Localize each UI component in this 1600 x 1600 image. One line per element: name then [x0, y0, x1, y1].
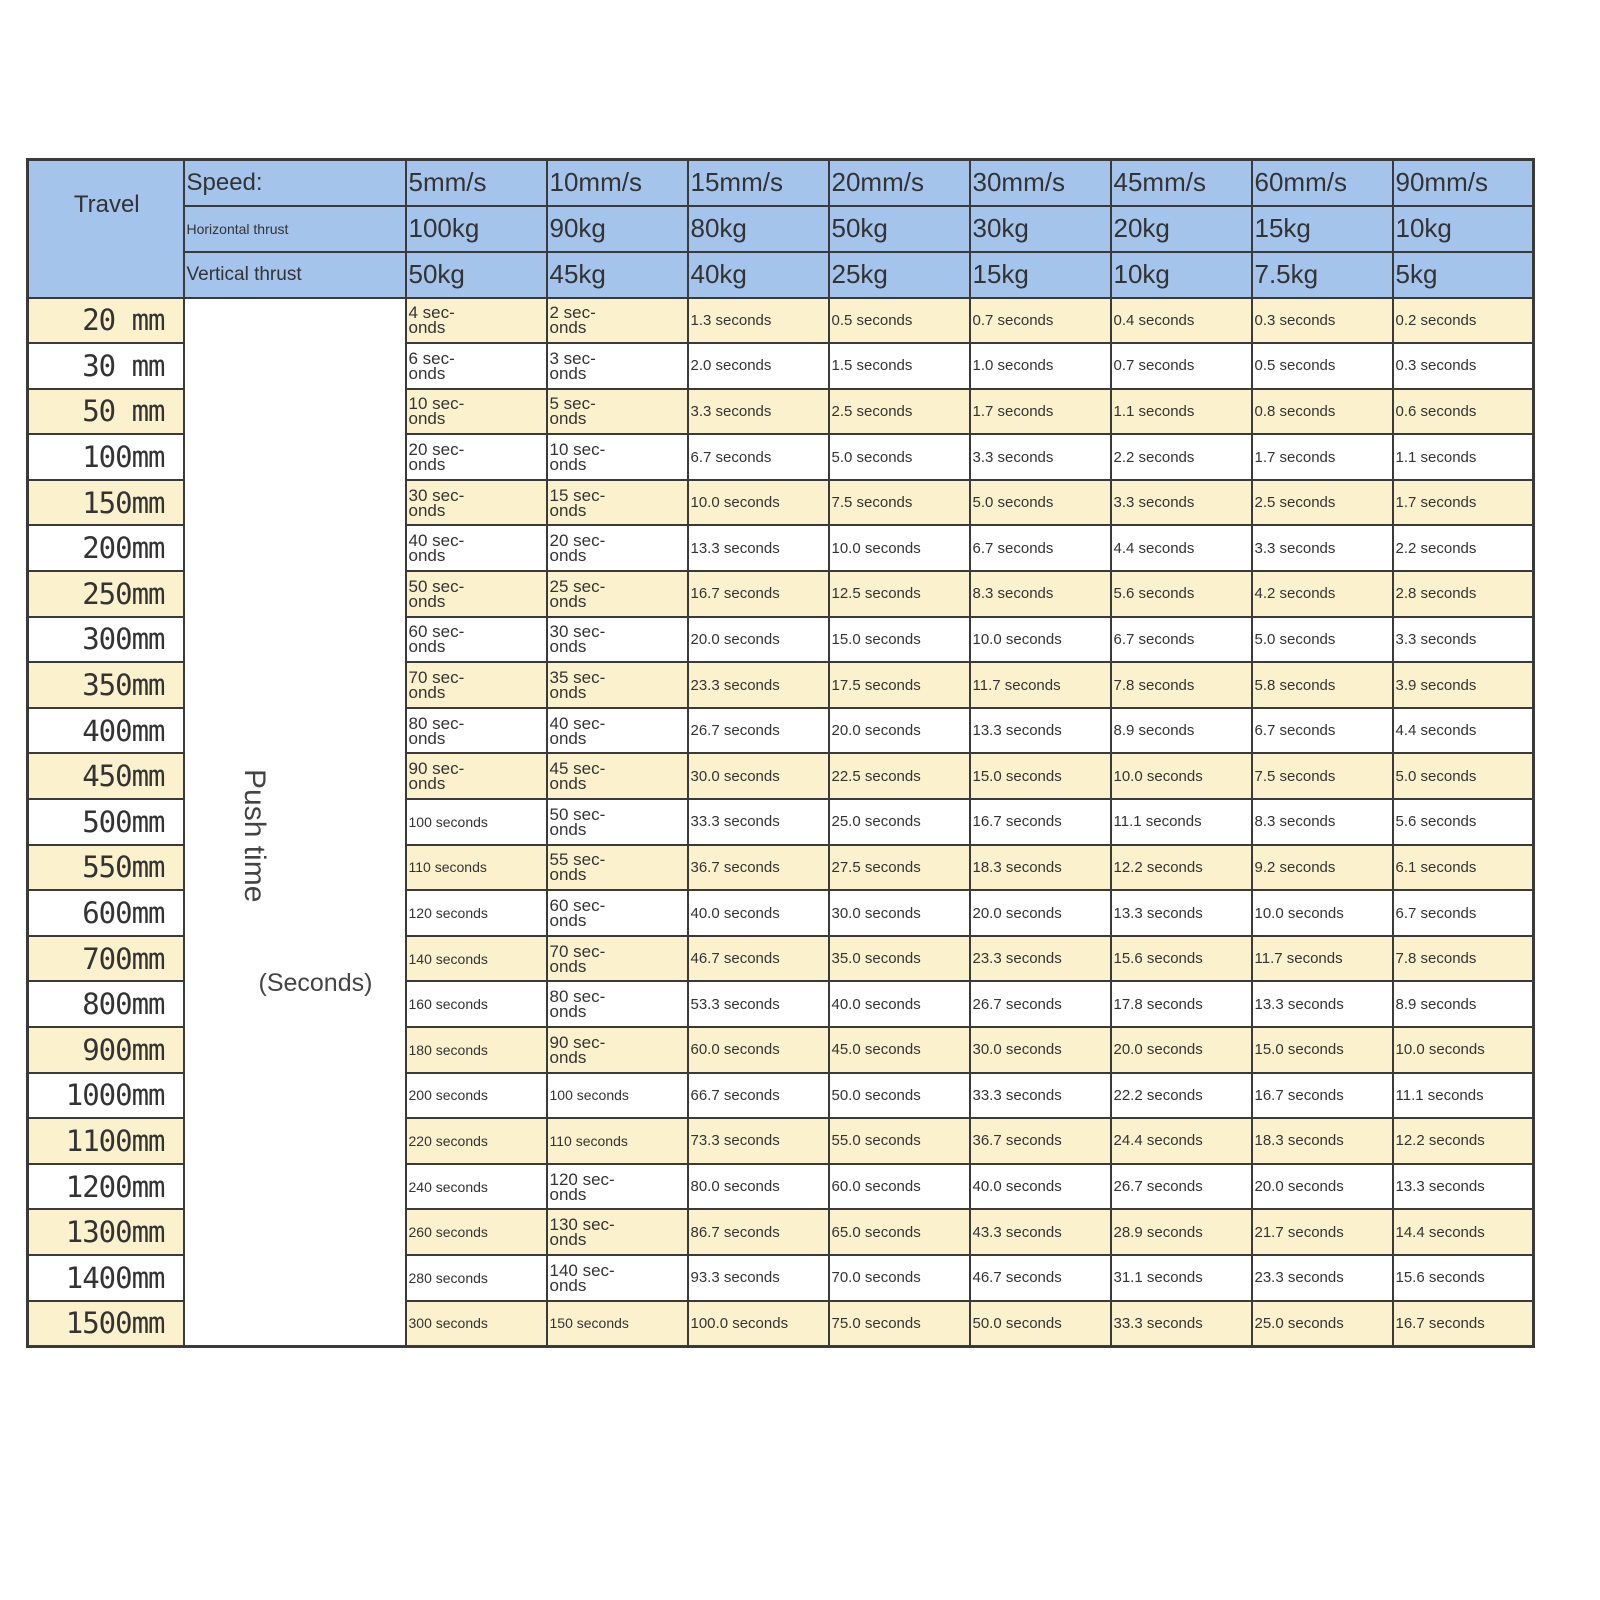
- push-time-value: 20.0 seconds: [970, 890, 1111, 936]
- push-time-value: 1.5 seconds: [829, 343, 970, 389]
- horizontal-thrust-row: [28, 206, 1534, 252]
- push-time-value: 5.8 seconds: [1252, 662, 1393, 708]
- travel-value: 300mm: [28, 617, 184, 663]
- push-time-value: 36.7 seconds: [970, 1118, 1111, 1164]
- travel-value: 800mm: [28, 981, 184, 1027]
- horizontal-thrust-value: 15kg: [1252, 206, 1393, 252]
- push-time-value: 5 sec- onds: [547, 389, 688, 435]
- push-time-value: 100 seconds: [547, 1073, 688, 1119]
- push-time-value: 5.6 seconds: [1111, 571, 1252, 617]
- push-time-value: 2.5 seconds: [829, 389, 970, 435]
- push-time-value: 60 sec- onds: [406, 617, 547, 663]
- push-time-value: 65.0 seconds: [829, 1209, 970, 1255]
- push-time-value: 1.7 seconds: [970, 389, 1111, 435]
- push-time-value: 3.3 seconds: [1393, 617, 1534, 663]
- push-time-value: 50 sec- onds: [406, 571, 547, 617]
- push-time-value: 1.7 seconds: [1252, 434, 1393, 480]
- speed-value: 5mm/s: [406, 160, 547, 206]
- push-time-value: 3.3 seconds: [970, 434, 1111, 480]
- horizontal-thrust-value: 50kg: [829, 206, 970, 252]
- horizontal-thrust-value: 20kg: [1111, 206, 1252, 252]
- push-time-value: 0.8 seconds: [1252, 389, 1393, 435]
- push-time-value: 2.0 seconds: [688, 343, 829, 389]
- push-time-value: 10 sec- onds: [406, 389, 547, 435]
- push-time-value: 23.3 seconds: [970, 936, 1111, 982]
- push-time-value: 110 seconds: [406, 845, 547, 891]
- horizontal-thrust-value: 30kg: [970, 206, 1111, 252]
- push-time-value: 28.9 seconds: [1111, 1209, 1252, 1255]
- push-time-value: 30.0 seconds: [829, 890, 970, 936]
- push-time-value: 140 seconds: [406, 936, 547, 982]
- push-time-value: 10.0 seconds: [688, 480, 829, 526]
- travel-value: 100mm: [28, 434, 184, 480]
- push-time-value: 30 sec- onds: [547, 617, 688, 663]
- push-time-value: 140 sec- onds: [547, 1255, 688, 1301]
- push-time-value: 150 seconds: [547, 1301, 688, 1347]
- push-time-label: Push time: [237, 768, 271, 902]
- push-time-value: 9.2 seconds: [1252, 845, 1393, 891]
- push-time-value: 30.0 seconds: [970, 1027, 1111, 1073]
- speed-value: 45mm/s: [1111, 160, 1252, 206]
- push-time-value: 90 sec- onds: [406, 753, 547, 799]
- vertical-thrust-value: 50kg: [406, 252, 547, 298]
- push-time-value: 3.3 seconds: [688, 389, 829, 435]
- push-time-value: 50.0 seconds: [829, 1073, 970, 1119]
- push-time-value: 7.8 seconds: [1111, 662, 1252, 708]
- push-time-value: 11.7 seconds: [1252, 936, 1393, 982]
- push-time-value: 4.4 seconds: [1393, 708, 1534, 754]
- vertical-thrust-value: 15kg: [970, 252, 1111, 298]
- push-time-value: 21.7 seconds: [1252, 1209, 1393, 1255]
- push-time-value: 70 sec- onds: [406, 662, 547, 708]
- push-time-value: 110 seconds: [547, 1118, 688, 1164]
- horizontal-thrust-label: Horizontal thrust: [184, 206, 406, 252]
- speed-value: 10mm/s: [547, 160, 688, 206]
- push-time-value: 13.3 seconds: [1393, 1164, 1534, 1210]
- push-time-value: 0.5 seconds: [1252, 343, 1393, 389]
- push-time-unit: (Seconds): [258, 968, 373, 997]
- vertical-thrust-value: 25kg: [829, 252, 970, 298]
- push-time-value: 240 seconds: [406, 1164, 547, 1210]
- push-time-value: 80 sec- onds: [547, 981, 688, 1027]
- push-time-value: 13.3 seconds: [970, 708, 1111, 754]
- push-time-value: 10.0 seconds: [1393, 1027, 1534, 1073]
- push-time-value: 13.3 seconds: [1252, 981, 1393, 1027]
- push-time-value: 40.0 seconds: [688, 890, 829, 936]
- push-time-value: 2.2 seconds: [1393, 525, 1534, 571]
- push-time-value: 0.2 seconds: [1393, 298, 1534, 344]
- push-time-value: 73.3 seconds: [688, 1118, 829, 1164]
- horizontal-thrust-value: 10kg: [1393, 206, 1534, 252]
- push-time-value: 5.0 seconds: [1252, 617, 1393, 663]
- push-time-value: 10.0 seconds: [1252, 890, 1393, 936]
- push-time-value: 75.0 seconds: [829, 1301, 970, 1347]
- vertical-thrust-value: 45kg: [547, 252, 688, 298]
- push-time-value: 11.7 seconds: [970, 662, 1111, 708]
- speed-value: 90mm/s: [1393, 160, 1534, 206]
- push-time-value: 10 sec- onds: [547, 434, 688, 480]
- speed-value: 60mm/s: [1252, 160, 1393, 206]
- travel-value: 250mm: [28, 571, 184, 617]
- push-time-value: 3.9 seconds: [1393, 662, 1534, 708]
- travel-value: 20 mm: [28, 298, 184, 344]
- push-time-value: 36.7 seconds: [688, 845, 829, 891]
- push-time-value: 31.1 seconds: [1111, 1255, 1252, 1301]
- push-time-value: 120 seconds: [406, 890, 547, 936]
- push-time-value: 46.7 seconds: [688, 936, 829, 982]
- push-time-value: 1.3 seconds: [688, 298, 829, 344]
- travel-value: 1200mm: [28, 1164, 184, 1210]
- push-time-value: 43.3 seconds: [970, 1209, 1111, 1255]
- speed-value: 15mm/s: [688, 160, 829, 206]
- travel-value: 1300mm: [28, 1209, 184, 1255]
- travel-header: Travel: [28, 160, 184, 298]
- push-time-value: 55.0 seconds: [829, 1118, 970, 1164]
- push-time-value: 8.3 seconds: [1252, 799, 1393, 845]
- push-time-value: 23.3 seconds: [688, 662, 829, 708]
- push-time-value: 15.0 seconds: [970, 753, 1111, 799]
- push-time-value: 4 sec- onds: [406, 298, 547, 344]
- horizontal-thrust-value: 90kg: [547, 206, 688, 252]
- push-time-value: 8.3 seconds: [970, 571, 1111, 617]
- push-time-value: 46.7 seconds: [970, 1255, 1111, 1301]
- push-time-value: 10.0 seconds: [1111, 753, 1252, 799]
- push-time-value: 26.7 seconds: [970, 981, 1111, 1027]
- push-time-value: 15.0 seconds: [1252, 1027, 1393, 1073]
- push-time-value: 35 sec- onds: [547, 662, 688, 708]
- push-time-value: 0.6 seconds: [1393, 389, 1534, 435]
- push-time-value: 25.0 seconds: [1252, 1301, 1393, 1347]
- push-time-value: 20 sec- onds: [547, 525, 688, 571]
- push-time-value: 12.2 seconds: [1111, 845, 1252, 891]
- push-time-value: 11.1 seconds: [1393, 1073, 1534, 1119]
- travel-value: 350mm: [28, 662, 184, 708]
- travel-value: 1400mm: [28, 1255, 184, 1301]
- push-time-value: 6.1 seconds: [1393, 845, 1534, 891]
- push-time-value: 26.7 seconds: [688, 708, 829, 754]
- push-time-cell: [184, 298, 406, 1347]
- push-time-value: 90 sec- onds: [547, 1027, 688, 1073]
- push-time-value: 6.7 seconds: [970, 525, 1111, 571]
- push-time-value: 15.6 seconds: [1111, 936, 1252, 982]
- vertical-thrust-label: Vertical thrust: [184, 252, 406, 298]
- push-time-value: 25 sec- onds: [547, 571, 688, 617]
- push-time-value: 17.8 seconds: [1111, 981, 1252, 1027]
- push-time-value: 70.0 seconds: [829, 1255, 970, 1301]
- push-time-value: 20.0 seconds: [1252, 1164, 1393, 1210]
- push-time-value: 2.5 seconds: [1252, 480, 1393, 526]
- travel-value: 600mm: [28, 890, 184, 936]
- vertical-thrust-row: [28, 252, 1534, 298]
- push-time-value: 18.3 seconds: [1252, 1118, 1393, 1164]
- push-time-value: 40 sec- onds: [406, 525, 547, 571]
- push-time-value: 16.7 seconds: [1393, 1301, 1534, 1347]
- push-time-value: 5.0 seconds: [970, 480, 1111, 526]
- travel-value: 200mm: [28, 525, 184, 571]
- push-time-value: 7.5 seconds: [1252, 753, 1393, 799]
- push-time-value: 1.7 seconds: [1393, 480, 1534, 526]
- push-time-value: 1.1 seconds: [1393, 434, 1534, 480]
- push-time-value: 15 sec- onds: [547, 480, 688, 526]
- push-time-value: 7.5 seconds: [829, 480, 970, 526]
- push-time-value: 10.0 seconds: [970, 617, 1111, 663]
- push-time-value: 26.7 seconds: [1111, 1164, 1252, 1210]
- travel-value: 150mm: [28, 480, 184, 526]
- travel-value: 550mm: [28, 845, 184, 891]
- push-time-value: 12.2 seconds: [1393, 1118, 1534, 1164]
- push-time-value: 53.3 seconds: [688, 981, 829, 1027]
- push-time-value: 0.7 seconds: [970, 298, 1111, 344]
- push-time-value: 8.9 seconds: [1111, 708, 1252, 754]
- push-time-value: 14.4 seconds: [1393, 1209, 1534, 1255]
- push-time-value: 160 seconds: [406, 981, 547, 1027]
- push-time-value: 8.9 seconds: [1393, 981, 1534, 1027]
- push-time-value: 220 seconds: [406, 1118, 547, 1164]
- push-time-value: 11.1 seconds: [1111, 799, 1252, 845]
- push-time-value: 20.0 seconds: [688, 617, 829, 663]
- vertical-thrust-value: 7.5kg: [1252, 252, 1393, 298]
- push-time-value: 260 seconds: [406, 1209, 547, 1255]
- push-time-value: 60 sec- onds: [547, 890, 688, 936]
- push-time-value: 3.3 seconds: [1111, 480, 1252, 526]
- push-time-value: 130 sec- onds: [547, 1209, 688, 1255]
- travel-value: 400mm: [28, 708, 184, 754]
- push-time-value: 80 sec- onds: [406, 708, 547, 754]
- push-time-value: 300 seconds: [406, 1301, 547, 1347]
- horizontal-thrust-value: 80kg: [688, 206, 829, 252]
- travel-value: 50 mm: [28, 389, 184, 435]
- push-time-value: 70 sec- onds: [547, 936, 688, 982]
- push-time-value: 2.8 seconds: [1393, 571, 1534, 617]
- push-time-value: 20 sec- onds: [406, 434, 547, 480]
- push-time-value: 20.0 seconds: [829, 708, 970, 754]
- vertical-thrust-value: 5kg: [1393, 252, 1534, 298]
- push-time-value: 6.7 seconds: [1111, 617, 1252, 663]
- speed-value: 30mm/s: [970, 160, 1111, 206]
- push-time-value: 50 sec- onds: [547, 799, 688, 845]
- vertical-thrust-value: 10kg: [1111, 252, 1252, 298]
- push-time-value: 80.0 seconds: [688, 1164, 829, 1210]
- push-time-value: 100 seconds: [406, 799, 547, 845]
- push-time-value: 0.7 seconds: [1111, 343, 1252, 389]
- push-time-value: 0.4 seconds: [1111, 298, 1252, 344]
- push-time-value: 20.0 seconds: [1111, 1027, 1252, 1073]
- horizontal-thrust-value: 100kg: [406, 206, 547, 252]
- push-time-value: 6.7 seconds: [688, 434, 829, 480]
- push-time-value: 30.0 seconds: [688, 753, 829, 799]
- push-time-value: 3 sec- onds: [547, 343, 688, 389]
- push-time-value: 2.2 seconds: [1111, 434, 1252, 480]
- push-time-value: 40.0 seconds: [970, 1164, 1111, 1210]
- travel-value: 1100mm: [28, 1118, 184, 1164]
- push-time-value: 22.5 seconds: [829, 753, 970, 799]
- push-time-value: 180 seconds: [406, 1027, 547, 1073]
- push-time-value: 280 seconds: [406, 1255, 547, 1301]
- push-time-value: 10.0 seconds: [829, 525, 970, 571]
- push-time-value: 35.0 seconds: [829, 936, 970, 982]
- table-row: [28, 298, 1534, 344]
- push-time-value: 13.3 seconds: [688, 525, 829, 571]
- push-time-value: 0.3 seconds: [1393, 343, 1534, 389]
- push-time-value: 60.0 seconds: [829, 1164, 970, 1210]
- push-time-value: 6.7 seconds: [1393, 890, 1534, 936]
- push-time-value: 1.0 seconds: [970, 343, 1111, 389]
- travel-value: 30 mm: [28, 343, 184, 389]
- push-time-value: 18.3 seconds: [970, 845, 1111, 891]
- push-time-value: 5.6 seconds: [1393, 799, 1534, 845]
- push-time-value: 15.0 seconds: [829, 617, 970, 663]
- push-time-value: 23.3 seconds: [1252, 1255, 1393, 1301]
- push-time-value: 33.3 seconds: [1111, 1301, 1252, 1347]
- push-time-value: 5.0 seconds: [829, 434, 970, 480]
- travel-value: 500mm: [28, 799, 184, 845]
- travel-value: 700mm: [28, 936, 184, 982]
- push-time-value: 16.7 seconds: [970, 799, 1111, 845]
- push-time-value: 5.0 seconds: [1393, 753, 1534, 799]
- push-time-value: 1.1 seconds: [1111, 389, 1252, 435]
- push-time-value: 24.4 seconds: [1111, 1118, 1252, 1164]
- push-time-value: 16.7 seconds: [1252, 1073, 1393, 1119]
- push-time-value: 40.0 seconds: [829, 981, 970, 1027]
- travel-value: 450mm: [28, 753, 184, 799]
- travel-value: 1000mm: [28, 1073, 184, 1119]
- push-time-value: 0.3 seconds: [1252, 298, 1393, 344]
- push-time-value: 30 sec- onds: [406, 480, 547, 526]
- push-time-value: 120 sec- onds: [547, 1164, 688, 1210]
- push-time-value: 100.0 seconds: [688, 1301, 829, 1347]
- push-time-value: 3.3 seconds: [1252, 525, 1393, 571]
- push-time-value: 27.5 seconds: [829, 845, 970, 891]
- push-time-value: 7.8 seconds: [1393, 936, 1534, 982]
- spec-table: [26, 158, 1535, 1348]
- table-body: [28, 160, 1534, 1347]
- push-time-value: 86.7 seconds: [688, 1209, 829, 1255]
- push-time-value: 40 sec- onds: [547, 708, 688, 754]
- push-time-value: 60.0 seconds: [688, 1027, 829, 1073]
- vertical-thrust-value: 40kg: [688, 252, 829, 298]
- travel-value: 900mm: [28, 1027, 184, 1073]
- push-time-value: 33.3 seconds: [970, 1073, 1111, 1119]
- push-time-value: 12.5 seconds: [829, 571, 970, 617]
- push-time-value: 25.0 seconds: [829, 799, 970, 845]
- speed-value: 20mm/s: [829, 160, 970, 206]
- push-time-value: 66.7 seconds: [688, 1073, 829, 1119]
- push-time-value: 17.5 seconds: [829, 662, 970, 708]
- push-time-value: 50.0 seconds: [970, 1301, 1111, 1347]
- push-time-value: 45 sec- onds: [547, 753, 688, 799]
- push-time-value: 6.7 seconds: [1252, 708, 1393, 754]
- speed-label: Speed:: [184, 160, 406, 206]
- speed-row: [28, 160, 1534, 206]
- push-time-value: 15.6 seconds: [1393, 1255, 1534, 1301]
- push-time-value: 4.4 seconds: [1111, 525, 1252, 571]
- push-time-value: 93.3 seconds: [688, 1255, 829, 1301]
- push-time-value: 16.7 seconds: [688, 571, 829, 617]
- push-time-value: 55 sec- onds: [547, 845, 688, 891]
- push-time-value: 2 sec- onds: [547, 298, 688, 344]
- push-time-value: 0.5 seconds: [829, 298, 970, 344]
- push-time-value: 4.2 seconds: [1252, 571, 1393, 617]
- push-time-value: 22.2 seconds: [1111, 1073, 1252, 1119]
- push-time-value: 33.3 seconds: [688, 799, 829, 845]
- push-time-value: 6 sec- onds: [406, 343, 547, 389]
- push-time-value: 45.0 seconds: [829, 1027, 970, 1073]
- travel-value: 1500mm: [28, 1301, 184, 1347]
- push-time-value: 200 seconds: [406, 1073, 547, 1119]
- push-time-value: 13.3 seconds: [1111, 890, 1252, 936]
